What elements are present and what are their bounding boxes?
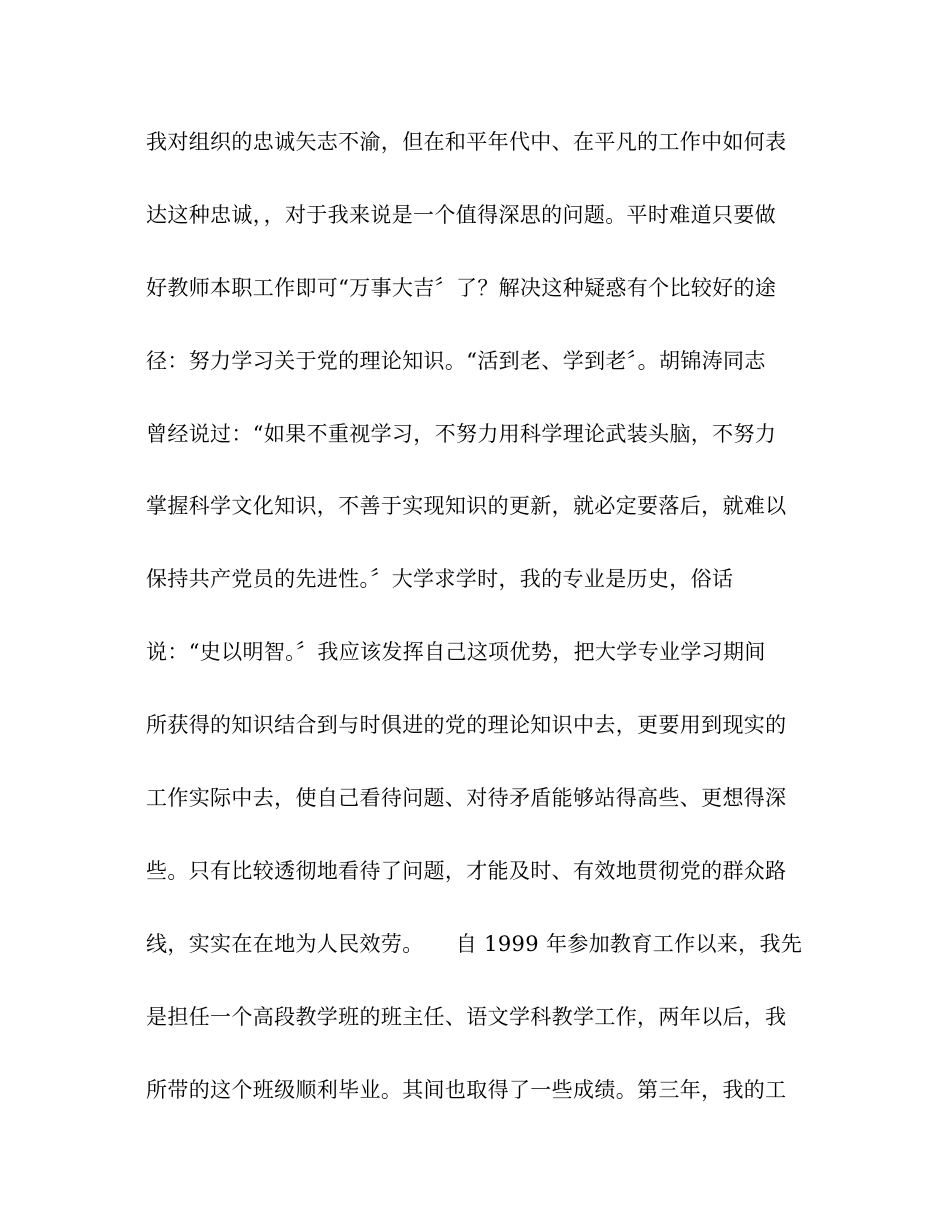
text-line: 达这种忠诚，，对于我来说是一个值得深思的问题。平时难道只要做 (146, 202, 776, 227)
text-line: 是担任一个高段教学班的班主任、语文学科教学工作，两年以后，我 (146, 1004, 787, 1029)
text-line: 说：“史以明智。〞我应该发挥自己这项优势，把大学专业学习期间 (146, 640, 766, 665)
text-line: 工作实际中去，使自己看待问题、对待矛盾能够站得高些、更想得深 (146, 786, 787, 811)
text-line: 些。只有比较透彻地看待了问题，才能及时、有效地贯彻党的群众路 (146, 858, 787, 883)
text-line: 所带的这个班级顺利毕业。其间也取得了一些成绩。第三年，我的工 (146, 1077, 787, 1102)
text-line: 曾经说过：“如果不重视学习，不努力用科学理论武装头脑，不努力 (146, 421, 777, 446)
text-line: 所获得的知识结合到与时俱进的党的理论知识中去，更要用到现实的 (146, 713, 787, 738)
text-line: 我对组织的忠诚矢志不渝，但在和平年代中、在平凡的工作中如何表 (146, 130, 787, 154)
text-line: 保持共产党员的先进性。〞大学求学时，我的专业是历史，俗话 (146, 567, 734, 592)
text-line: 径：努力学习关于党的理论知识。“活到老、学到老〞。胡锦涛同志 (146, 348, 766, 373)
body-text (146, 122, 826, 1142)
text-line: 掌握科学文化知识，不善于实现知识的更新，就必定要落后，就难以 (146, 494, 787, 519)
text-line: 好教师本职工作即可“万事大吉〞了？解决这种疑惑有个比较好的途 (146, 275, 777, 300)
text-line: 线，实实在在地为人民效劳。 自 1999 年参加教育工作以来，我先 (146, 931, 803, 956)
